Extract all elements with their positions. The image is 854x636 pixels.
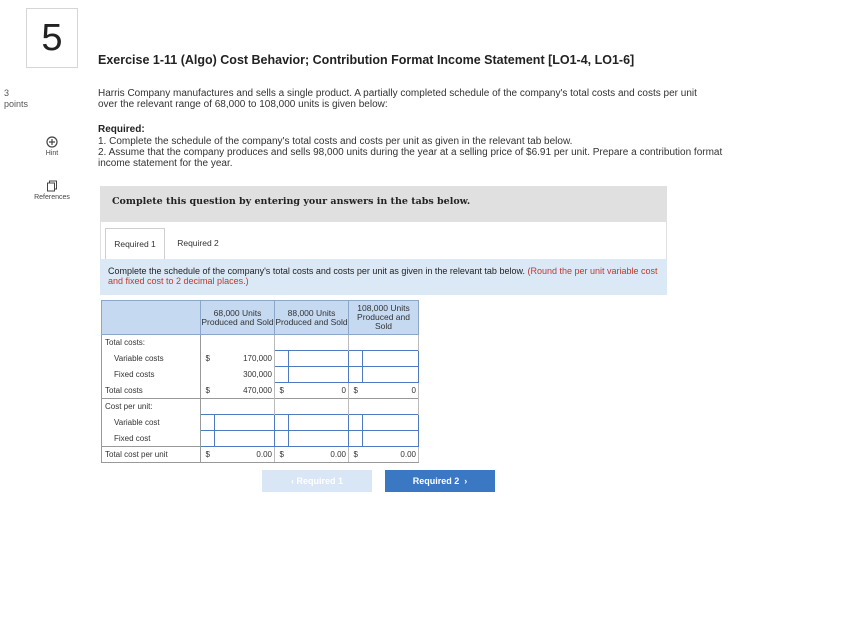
table-row bbox=[102, 335, 419, 351]
points-value: 3 bbox=[4, 88, 10, 98]
row-label-total-costs-sum: Total costs bbox=[102, 383, 201, 399]
exercise-title: Exercise 1-11 (Algo) Cost Behavior; Contribution Format Income Statement [LO1-4, LO1-6] bbox=[98, 53, 635, 67]
currency-sign: $ bbox=[349, 447, 363, 463]
fixed-cost-88000-input-field[interactable] bbox=[289, 431, 349, 447]
panel-heading: Complete this question by entering your answers in the tabs below. bbox=[100, 186, 667, 222]
hint-label: Hint bbox=[45, 150, 59, 157]
tab-bar bbox=[100, 222, 667, 259]
row-label-fixed-cost: Fixed cost bbox=[102, 431, 201, 447]
table-row bbox=[102, 415, 419, 431]
currency-sign: $ bbox=[275, 383, 289, 399]
question-number: 5 bbox=[26, 8, 78, 68]
table-row bbox=[102, 383, 419, 399]
currency-sign: $ bbox=[201, 383, 215, 399]
total-costs-88000: 0 bbox=[289, 383, 349, 399]
total-per-unit-68000: 0.00 bbox=[215, 447, 275, 463]
variable-cost-108000-input[interactable] bbox=[349, 415, 363, 431]
variable-cost-108000-input-field[interactable] bbox=[363, 415, 419, 431]
fixed-cost-88000-input[interactable] bbox=[275, 431, 289, 447]
total-per-unit-108000: 0.00 bbox=[363, 447, 419, 463]
required-item-2: 2. Assume that the company produces and sells 98,000 units during the year at a selling price of $6.91 per unit. Prepare a contribution format income statement for the year. bbox=[98, 147, 723, 169]
instruction-note: (Round the per unit variable cost and fixed cost to 2 decimal places.) bbox=[108, 266, 658, 286]
header-68000: 68,000 Units Produced and Sold bbox=[201, 301, 275, 335]
total-per-unit-88000: 0.00 bbox=[289, 447, 349, 463]
tab-required-2[interactable]: Required 2 bbox=[177, 238, 219, 248]
instruction-text: Complete the schedule of the company's total costs and costs per unit as given in the relevant tab below. bbox=[108, 266, 525, 276]
required-heading: Required: bbox=[98, 124, 145, 135]
required-list bbox=[98, 136, 738, 169]
fixed-costs-68000: 300,000 bbox=[215, 367, 275, 383]
variable-cost-68000-input[interactable] bbox=[201, 415, 215, 431]
variable-costs-108000-input-field[interactable] bbox=[363, 351, 419, 367]
header-88000: 88,000 Units Produced and Sold bbox=[275, 301, 349, 335]
table-row bbox=[102, 399, 419, 415]
header-108000: 108,000 Units Produced and Sold bbox=[349, 301, 419, 335]
row-label-total-costs: Total costs: bbox=[102, 335, 201, 351]
points-indicator bbox=[4, 88, 28, 110]
table-row bbox=[102, 431, 419, 447]
references-button[interactable] bbox=[30, 180, 74, 201]
prev-required-button[interactable] bbox=[262, 470, 372, 492]
currency-sign: $ bbox=[275, 447, 289, 463]
chevron-left-icon: ‹ bbox=[290, 476, 297, 486]
variable-cost-88000-input[interactable] bbox=[275, 415, 289, 431]
prev-button-label: Required 1 bbox=[296, 476, 343, 486]
row-label-cost-per-unit: Cost per unit: bbox=[102, 399, 201, 415]
row-label-variable-cost: Variable cost bbox=[102, 415, 201, 431]
variable-cost-88000-input-field[interactable] bbox=[289, 415, 349, 431]
currency-sign: $ bbox=[201, 351, 215, 367]
row-label-variable-costs: Variable costs bbox=[102, 351, 201, 367]
fixed-cost-68000-input-field[interactable] bbox=[215, 431, 275, 447]
variable-cost-68000-input-field[interactable] bbox=[215, 415, 275, 431]
tab-instruction bbox=[100, 259, 667, 295]
currency-sign: $ bbox=[201, 447, 215, 463]
next-button-label: Required 2 bbox=[412, 476, 460, 486]
exercise-intro: Harris Company manufactures and sells a single product. A partially completed schedule of the company's total costs and costs per unit over the relevant range of 68,000 to 108,000 units is given below: bbox=[98, 88, 697, 110]
header-blank bbox=[102, 301, 201, 335]
fixed-costs-88000-input-field[interactable] bbox=[289, 367, 349, 383]
fixed-costs-88000-input[interactable] bbox=[275, 367, 289, 383]
references-icon bbox=[46, 180, 58, 192]
references-label: References bbox=[34, 194, 70, 201]
chevron-right-icon: › bbox=[459, 476, 468, 486]
variable-costs-68000: 170,000 bbox=[215, 351, 275, 367]
total-costs-108000: 0 bbox=[363, 383, 419, 399]
variable-costs-88000-input[interactable] bbox=[275, 351, 289, 367]
currency-sign: $ bbox=[349, 383, 363, 399]
table-row bbox=[102, 351, 419, 367]
fixed-cost-108000-input-field[interactable] bbox=[363, 431, 419, 447]
total-costs-68000: 470,000 bbox=[215, 383, 275, 399]
table-row bbox=[102, 367, 419, 383]
fixed-costs-108000-input-field[interactable] bbox=[363, 367, 419, 383]
variable-costs-88000-input-field[interactable] bbox=[289, 351, 349, 367]
hint-icon bbox=[46, 136, 58, 148]
fixed-cost-68000-input[interactable] bbox=[201, 431, 215, 447]
tab-required-1[interactable]: Required 1 bbox=[105, 228, 165, 260]
row-label-fixed-costs: Fixed costs bbox=[102, 367, 201, 383]
variable-costs-108000-input[interactable] bbox=[349, 351, 363, 367]
table-header-row bbox=[102, 301, 419, 335]
cost-schedule-table bbox=[101, 300, 419, 463]
required-item-1: 1. Complete the schedule of the company's total costs and costs per unit as given in the relevant tab below. bbox=[98, 136, 573, 147]
points-label: points bbox=[4, 99, 29, 109]
table-row bbox=[102, 447, 419, 463]
hint-button[interactable] bbox=[30, 136, 74, 157]
row-label-total-cost-per-unit: Total cost per unit bbox=[102, 447, 201, 463]
next-required-button[interactable] bbox=[385, 470, 495, 492]
fixed-cost-108000-input[interactable] bbox=[349, 431, 363, 447]
fixed-costs-108000-input[interactable] bbox=[349, 367, 363, 383]
